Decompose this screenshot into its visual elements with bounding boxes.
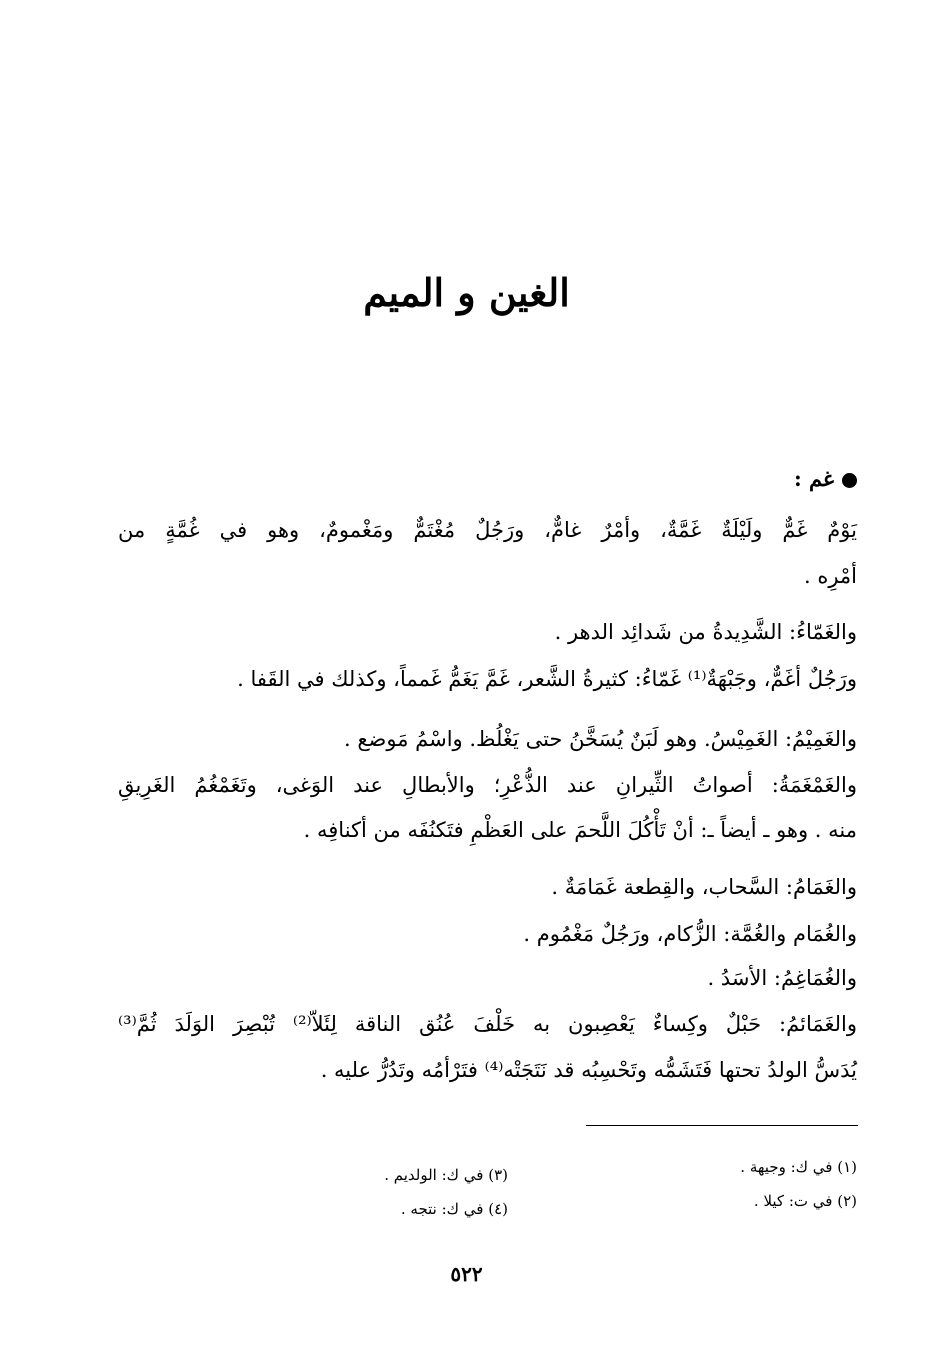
entry-line: والغَمّاءُ: الشَّدِيدةُ من شَدائِد الدهر .: [554, 620, 857, 644]
entry-line: ورَجُلٌ أغَمٌّ، وجَبْهَةٌ⁽¹⁾ غَمّاءُ: كثيرةُ الشَّعر، غَمَّ يَغَمُّ غَمماً، وكذلك في القَفا .: [237, 667, 857, 691]
entry-line: والغُمَاغِمُ: الأسَدُ .: [707, 966, 857, 990]
footnote-1: (١) في ك: وجيهة .: [740, 1158, 857, 1176]
entry-line: يَوْمٌ غَمٌّ ولَيْلَةٌ غَمَّةٌ، وأمْرٌ غامٌّ، ورَجُلٌ مُغْتَمٌّ ومَغْمومٌ، وهو في غُمَّةٍ من: [118, 518, 857, 542]
page-number: ٥٢٢: [450, 1262, 483, 1286]
footnote-4: (٤) في ك: نتجه .: [400, 1200, 508, 1218]
entry-line: والغُمَام والغُمَّة: الزُّكام، ورَجُلٌ مَغْمُوم .: [523, 922, 857, 946]
footnote-2: (٢) في ت: كيلا .: [753, 1192, 857, 1210]
entry-line: أمْرِه .: [803, 564, 857, 588]
entry-line: والغَمْغَمَةُ: أصواتُ الثِّيرانِ عند الذُّعْرِ؛ والأبطالِ عند الوَغى، وتَغَمْغُمُ الغَرِيقِ: [118, 773, 857, 797]
headword-text: غم :: [793, 466, 834, 491]
entry-headword: [794, 466, 857, 491]
footnote-3: (٣) في ك: الولديم .: [384, 1166, 508, 1184]
entry-line: والغَمَامُ: السَّحاب، والقِطعة غَمَامَةٌ .: [551, 875, 857, 899]
entry-line: والغَمَائمُ: حَبْلٌ وكِساءٌ يَعْصِبون به خَلْفَ عُنُق الناقة لِئَلاّ⁽²⁾ تُبْصِرَ الوَلَدَ ثُمَّ⁽³⁾: [118, 1012, 857, 1036]
entry-line: منه . وهو ـ أيضاً ـ: أنْ تَأْكُلَ اللَّحمَ على العَظْمِ فتَكنُفَه من أكنافِه .: [303, 818, 857, 842]
bullet-icon: [842, 473, 857, 488]
entry-line: يُدَسُّ الولدُ تحتها فَتَشَمُّه وتَحْسِبُه قد نَتَجَتْه⁽⁴⁾ فتَرْأمُه وتَدُرُّ عليه .: [320, 1058, 857, 1082]
entry-line: والغَمِيْمُ: الغَمِيْسُ. وهو لَبَنٌ يُسَخَّنُ حتى يَغْلُظ. واسْمُ مَوضع .: [344, 727, 857, 751]
footnote-separator: [586, 1125, 858, 1126]
chapter-title: الغين و الميم: [363, 270, 570, 315]
